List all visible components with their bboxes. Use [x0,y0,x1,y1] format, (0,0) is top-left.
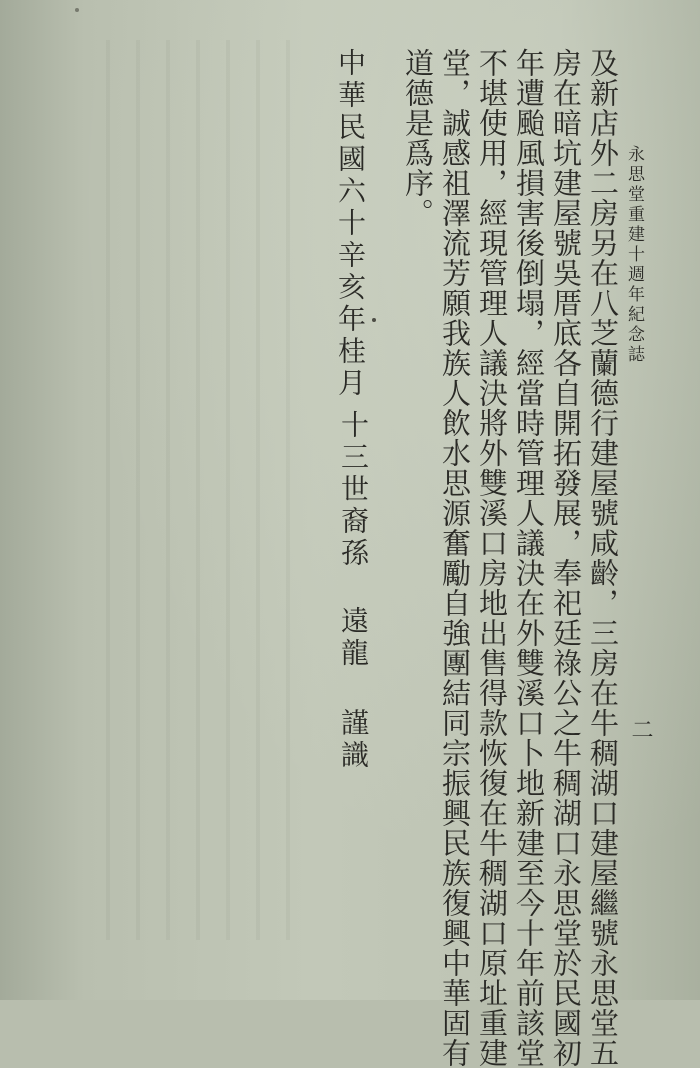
ink-speck [372,318,376,322]
signature-respect: 謹識 [337,708,370,772]
running-header: 永思堂重建十週年紀念誌 [624,145,644,365]
ink-speck [75,8,79,12]
body-column-2: 房在暗坑建屋號吳厝底各自開拓發展，奉祀廷祿公之牛稠湖口永思堂於民國初 [549,48,583,1068]
body-column-3: 年遭颱風損害後倒塌，經當時管理人議決在外雙溪口卜地新建至今十年前該堂 [512,48,546,1068]
body-column-1: 及新店外二房另在八芝蘭德行建屋號咸齡，三房在牛稠湖口建屋繼號永思堂五 [586,48,620,1068]
page-number: 二 [628,718,653,740]
body-column-5: 堂，誠感祖澤流芳願我族人飲水思源奮勵自強團結同宗振興民族復興中華固有 [438,48,472,1068]
signature-generation: 十三世裔孫 [337,410,370,570]
signature-name: 遠龍 [337,606,370,670]
body-column-4: 不堪使用，經現管理人議決將外雙溪口房地出售得款恢復在牛稠湖口原址重建 [475,48,509,1068]
bleed-through-shadow [80,40,310,940]
date-line: 中華民國六十辛亥年桂月 [334,48,367,400]
body-column-6: 道德是爲序。 [401,48,435,228]
